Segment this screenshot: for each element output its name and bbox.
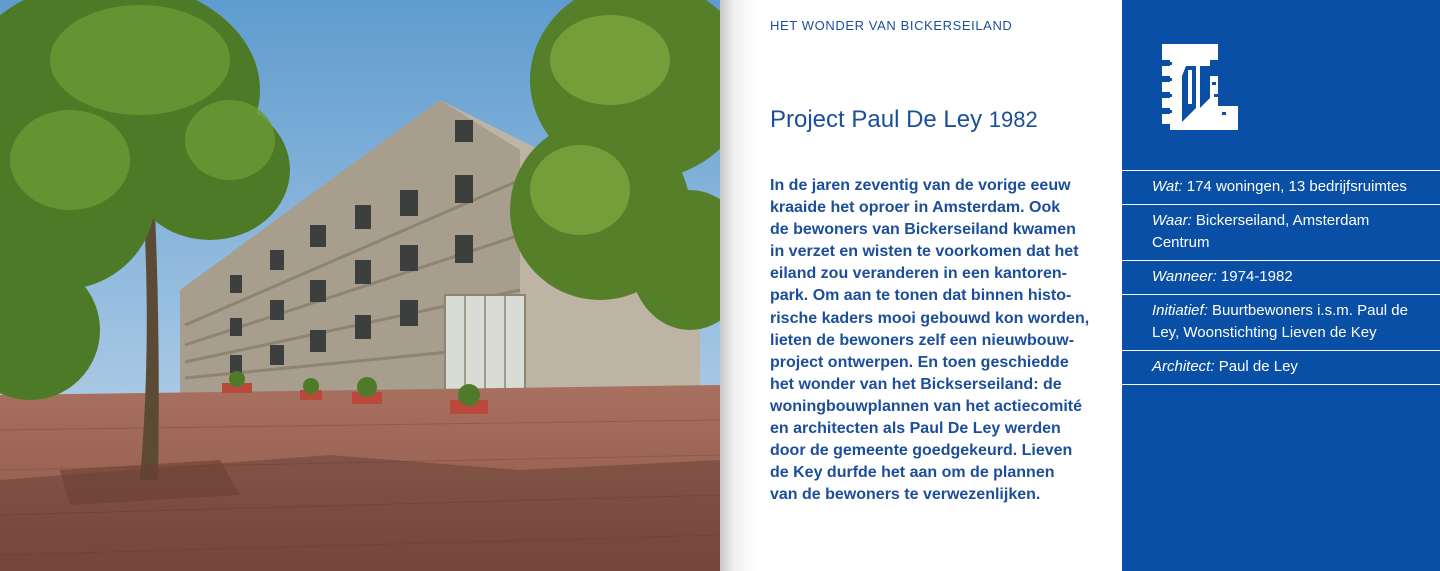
- body-line: lieten de bewoners zelf een nieuwbouw-: [770, 331, 1075, 349]
- title-year: 1982: [988, 107, 1038, 132]
- body-line: eiland zou veranderen in een kantoren-: [770, 265, 1067, 283]
- body-line: park. Om aan te tonen dat binnen histo-: [770, 287, 1072, 305]
- fact-row: [1122, 171, 1440, 205]
- body-line: project ontwerpen. En toen geschiedde: [770, 353, 1069, 371]
- fact-row: [1122, 261, 1440, 295]
- body-text: [770, 175, 1090, 506]
- fact-label: Waar:: [1152, 212, 1192, 229]
- fact-value: Paul de Ley: [1214, 358, 1298, 375]
- building-logo-icon: [1152, 36, 1242, 132]
- fact-row: [1122, 205, 1440, 261]
- fact-value: 174 woningen, 13 bedrijfsruimtes: [1182, 178, 1407, 195]
- text-page: [720, 0, 1122, 571]
- info-panel: [1122, 0, 1440, 571]
- body-line: de bewoners van Bickerseiland kwamen: [770, 221, 1076, 239]
- body-line: kraaide het oproer in Amsterdam. Ook: [770, 199, 1061, 217]
- body-line: en architecten als Paul De Ley werden: [770, 420, 1061, 438]
- fact-value: 1974-1982: [1216, 268, 1293, 285]
- body-line: in verzet en wisten te voorkomen dat het: [770, 243, 1079, 261]
- fact-value: Bickerseiland, Amsterdam Centrum: [1152, 212, 1370, 251]
- running-head: HET WONDER VAN BICKERSEILAND: [770, 18, 1013, 33]
- body-line: van de bewoners te verwezenlijken.: [770, 486, 1041, 504]
- fact-value: Buurtbewoners i.s.m. Paul de Ley, Woonstichting Lieven de Key: [1152, 302, 1408, 341]
- body-line: woningbouwplannen van het actiecomité: [770, 397, 1083, 415]
- title-main: Project Paul De Ley: [770, 106, 983, 133]
- fact-label: Architect:: [1152, 358, 1215, 375]
- body-line: door de gemeente goedgekeurd. Lieven: [770, 442, 1073, 460]
- fact-label: Wanneer:: [1152, 268, 1217, 285]
- fact-label: Initiatief:: [1152, 302, 1208, 319]
- fact-label: Wat:: [1152, 178, 1183, 195]
- facts-list: [1122, 170, 1440, 385]
- body-line: het wonder van het Bickserseiland: de: [770, 375, 1062, 393]
- body-line: In de jaren zeventig van de vorige eeuw: [770, 177, 1071, 194]
- page-title: [770, 106, 1038, 134]
- fact-row: [1122, 295, 1440, 351]
- fact-row: [1122, 351, 1440, 385]
- body-line: de Key durfde het aan om de plannen: [770, 464, 1055, 482]
- body-line: rische kaders mooi gebouwd kon worden,: [770, 309, 1090, 327]
